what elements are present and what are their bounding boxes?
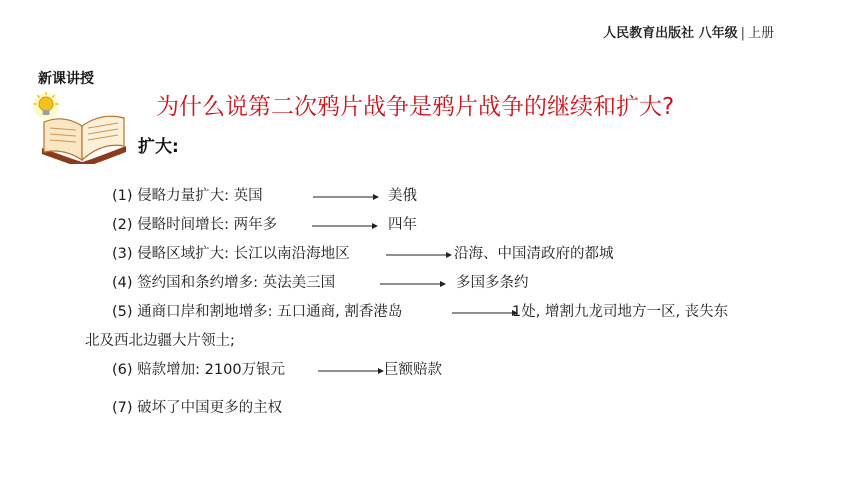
list-item-text: (7) 破坏了中国更多的主权	[112, 400, 283, 416]
publisher-name: 人民教育出版社 八年级	[603, 26, 738, 41]
arrow-icon	[386, 250, 452, 260]
open-book-with-lightbulb-icon	[30, 92, 130, 164]
list-item-text: (3) 侵略区域扩大: 长江以南沿海地区	[112, 246, 350, 262]
list-item-result: 1处, 增割九龙司地方一区, 丧失东	[512, 304, 729, 320]
arrow-icon	[313, 192, 379, 202]
section-label: 新课讲授	[38, 71, 94, 87]
main-question: 为什么说第二次鸦片战争是鸦片战争的继续和扩大?	[156, 94, 675, 120]
list-item-continuation: 北及西北边疆大片领土;	[85, 333, 235, 349]
arrow-icon	[452, 308, 518, 318]
list-item-result: 多国多条约	[456, 275, 529, 291]
arrow-icon	[312, 221, 378, 231]
list-item-result: 沿海、中国清政府的都城	[454, 246, 614, 262]
sub-heading: 扩大:	[138, 137, 179, 157]
list-item-result: 美俄	[388, 188, 417, 204]
list-item-result: 四年	[388, 217, 417, 233]
list-item-text: (2) 侵略时间增长: 两年多	[112, 217, 278, 233]
list-item-text: (5) 通商口岸和割地增多: 五口通商, 割香港岛	[112, 304, 403, 320]
list-item-text: (6) 赔款增加: 2100万银元	[112, 362, 286, 378]
arrow-icon	[380, 279, 446, 289]
arrow-icon	[318, 366, 384, 376]
publisher-header	[603, 22, 774, 41]
list-item-result: 巨额赔款	[384, 362, 442, 378]
header-separator: |	[740, 26, 745, 41]
list-item-text: (1) 侵略力量扩大: 英国	[112, 188, 263, 204]
volume-label: 上册	[747, 26, 774, 41]
list-item-text: (4) 签约国和条约增多: 英法美三国	[112, 275, 336, 291]
